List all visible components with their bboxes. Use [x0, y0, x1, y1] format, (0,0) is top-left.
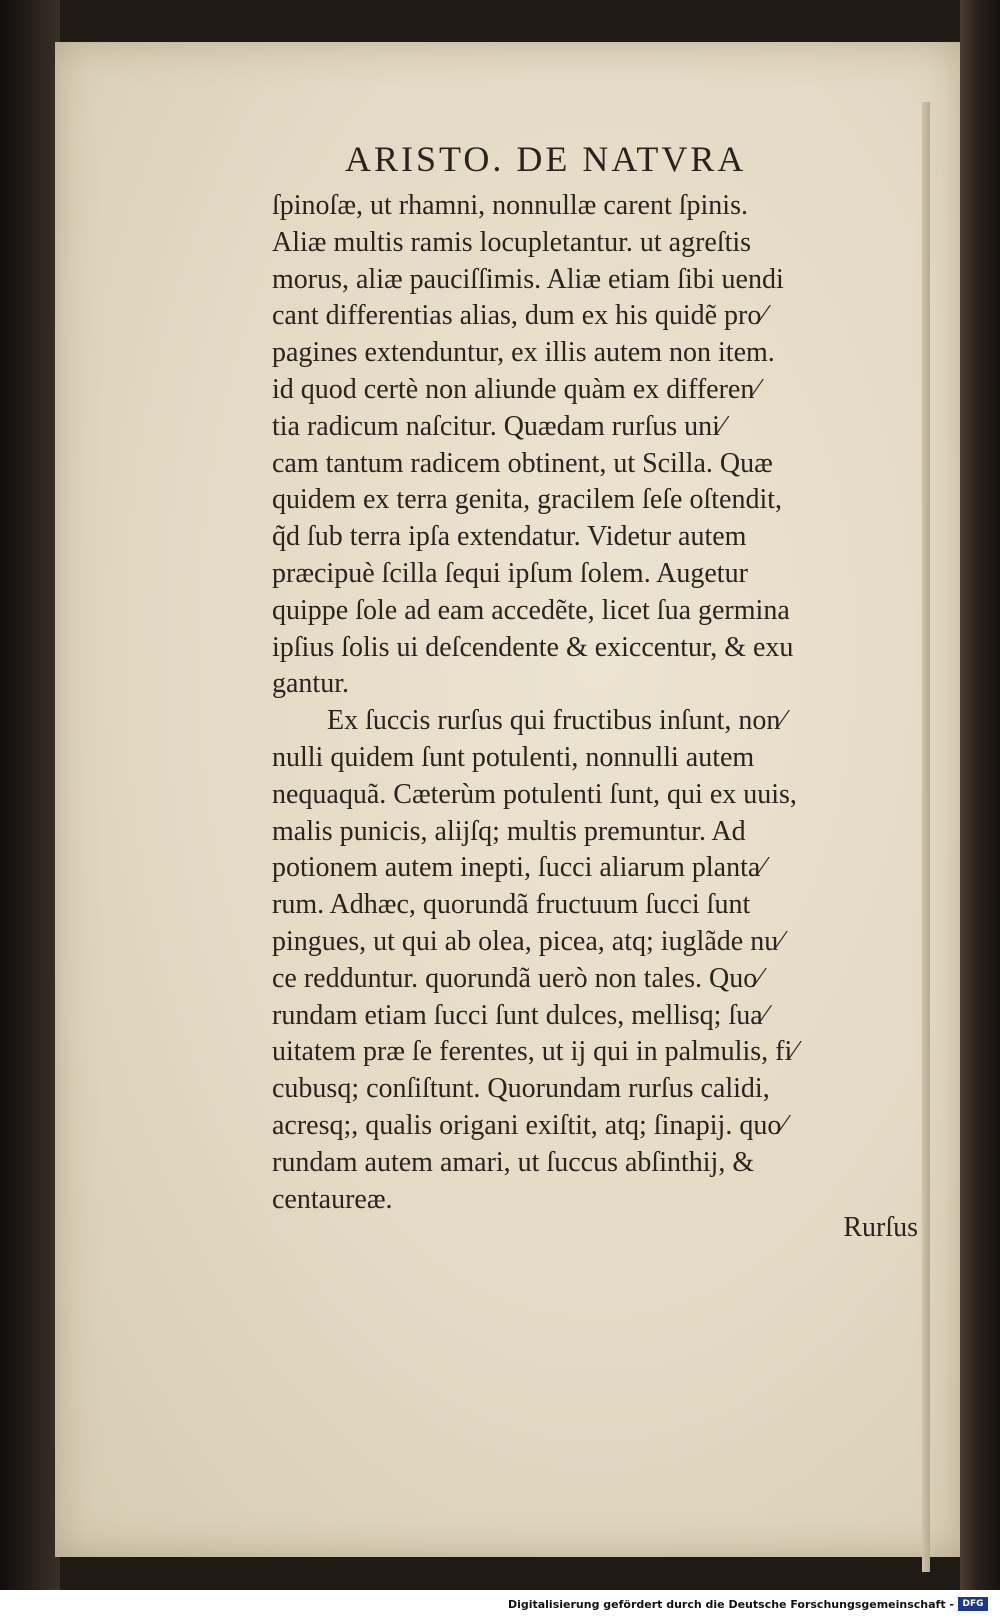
text-line: centaureæ. [272, 1183, 393, 1215]
body-text [272, 188, 927, 1218]
text-line: acresq;, qualis origani exiſtit, atq; ſinapij. quo⁄ [272, 1109, 787, 1141]
digitization-footer [0, 1590, 1000, 1621]
text-line: ſpinoſæ, ut rhamni, nonnullæ carent ſpinis. [272, 190, 748, 221]
text-line: quidem ex terra genita, gracilem ſeſe oſtendit, [272, 484, 783, 516]
text-line-paragraph-start: Ex ſuccis rurſus qui fructibus inſunt, non⁄ [327, 705, 786, 737]
text-line: potionem autem inepti, ſucci aliarum planta⁄ [272, 852, 765, 884]
text-line: rundam autem amari, ut ſuccus abſinthij, & [272, 1146, 755, 1178]
text-line: præcipuè ſcilla ſequi ipſum ſolem. Augetur [272, 557, 748, 589]
text-line: gantur. [272, 668, 349, 700]
text-line: Aliæ multis ramis locupletantur. ut agreſtis [272, 226, 752, 258]
book-edge-left [0, 0, 60, 1590]
text-line: tia radicum naſcitur. Quædam rurſus uni⁄ [272, 410, 725, 442]
text-line: pagines extenduntur, ex illis autem non item. [272, 337, 775, 369]
text-line: cant differentias alias, dum ex his quidẽ pro⁄ [272, 300, 767, 332]
dfg-logo-icon: DFG [958, 1597, 988, 1611]
text-line: rum. Adhæc, quorundã fructuum ſucci ſunt [272, 889, 751, 921]
running-head: ARISTO. DE NATVRA [345, 139, 747, 179]
text-line: pingues, ut qui ab olea, picea, atq; iuglãde nu⁄ [272, 925, 783, 957]
text-line: cam tantum radicem obtinent, ut Scilla. Quæ [272, 447, 773, 479]
funding-credit: Digitalisierung gefördert durch die Deutsche Forschungsgemeinschaft - [507, 1598, 954, 1611]
text-line: ipſius ſolis ui deſcendente & exiccentur, & exu [272, 631, 794, 663]
text-line: ce redduntur. quorundã uerò non tales. Quo⁄ [272, 962, 762, 994]
text-line: nulli quidem ſunt potulenti, nonnulli autem [272, 741, 755, 773]
text-line: morus, aliæ pauciſſimis. Aliæ etiam ſibi uendi [272, 263, 784, 295]
text-line: uitatem præ ſe ferentes, ut ij qui in palmulis, fi⁄ [272, 1036, 797, 1068]
text-line: nequaquã. Cæterùm potulenti ſunt, qui ex uuis, [272, 778, 797, 810]
text-line: q̃d ſub terra ipſa extendatur. Videtur autem [272, 521, 747, 553]
text-line: rundam etiam ſucci ſunt dulces, mellisq; ſua⁄ [272, 999, 768, 1031]
text-line: cubusq; conſiſtunt. Quorundam rurſus calidi, [272, 1073, 770, 1105]
catchword: Rurſus [843, 1212, 918, 1243]
text-line: id quod certè non aliunde quàm ex differen⁄ [272, 373, 759, 405]
book-edge-right [960, 0, 1000, 1590]
text-line: malis punicis, alijſq; multis premuntur. Ad [272, 815, 746, 847]
text-line: quippe ſole ad eam accedẽte, licet ſua germina [272, 594, 790, 626]
